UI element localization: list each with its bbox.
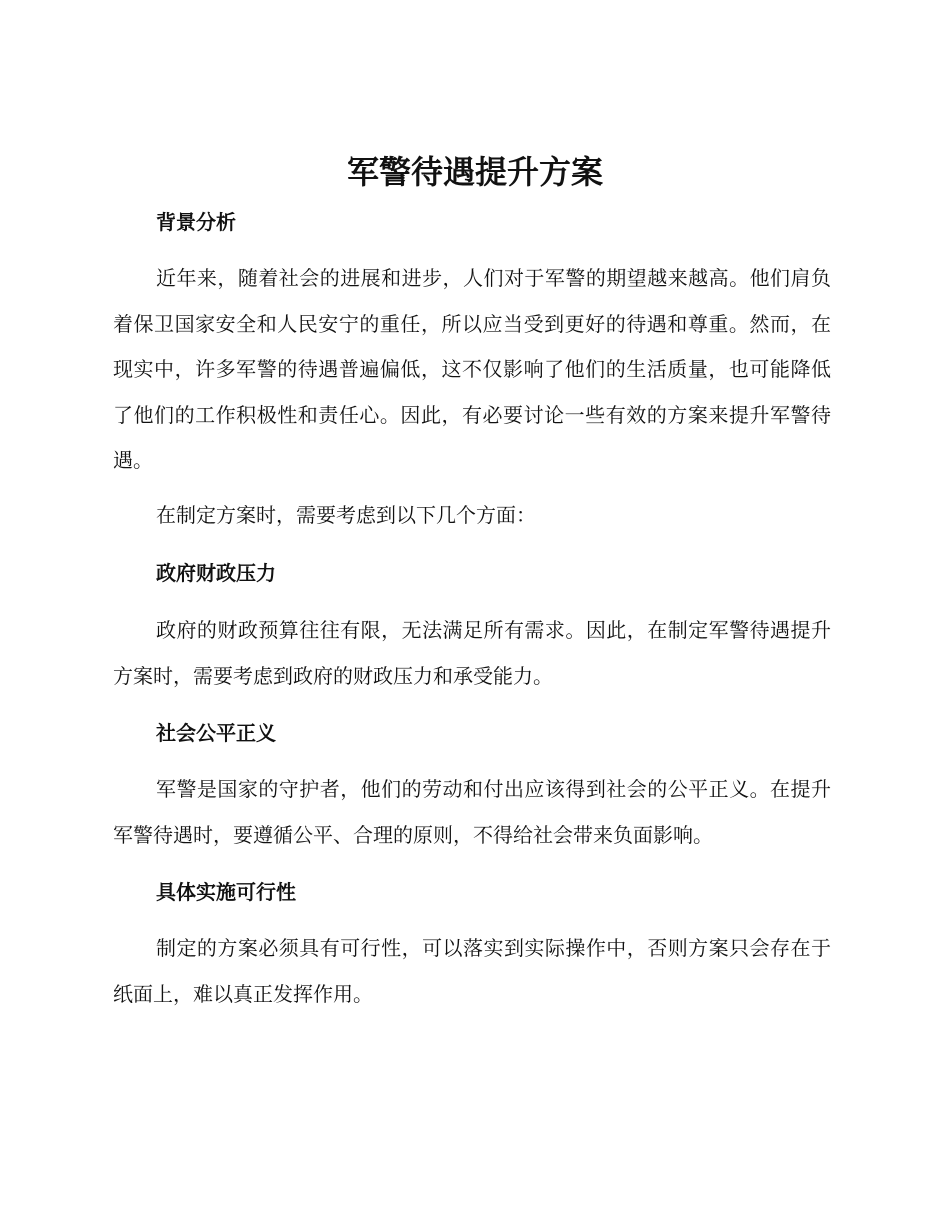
document-title: 军警待遇提升方案 bbox=[346, 153, 603, 191]
paragraph-considerations: 在制定方案时，需要考虑到以下几个方面： bbox=[156, 503, 536, 527]
paragraph-social-fairness: 军警是国家的守护者，他们的劳动和付出应该得到社会的公平正义。在提升军警待遇时，要遵循公平、合理的原则，不得给社会带来负面影响。 bbox=[113, 777, 831, 847]
section-heading-feasibility: 具体实施可行性 bbox=[156, 880, 296, 904]
section-heading-fiscal-pressure: 政府财政压力 bbox=[156, 561, 276, 585]
section-heading-background: 背景分析 bbox=[156, 210, 236, 234]
paragraph-background-intro: 近年来，随着社会的进展和进步，人们对于军警的期望越来越高。他们肩负着保卫国家安全和人民安宁的重任，所以应当受到更好的待遇和尊重。然而，在现实中，许多军警的待遇普遍偏低，这不仅影响了他们的生活质量，也可能降低了他们的工作积极性和责任心。因此，有必要讨论一些有效的方案来提升军警待遇。 bbox=[113, 266, 831, 472]
section-heading-social-fairness: 社会公平正义 bbox=[156, 721, 276, 745]
paragraph-fiscal-pressure: 政府的财政预算往往有限，无法满足所有需求。因此，在制定军警待遇提升方案时，需要考虑到政府的财政压力和承受能力。 bbox=[113, 618, 831, 688]
paragraph-feasibility: 制定的方案必须具有可行性，可以落实到实际操作中，否则方案只会存在于纸面上，难以真正发挥作用。 bbox=[113, 936, 831, 1006]
